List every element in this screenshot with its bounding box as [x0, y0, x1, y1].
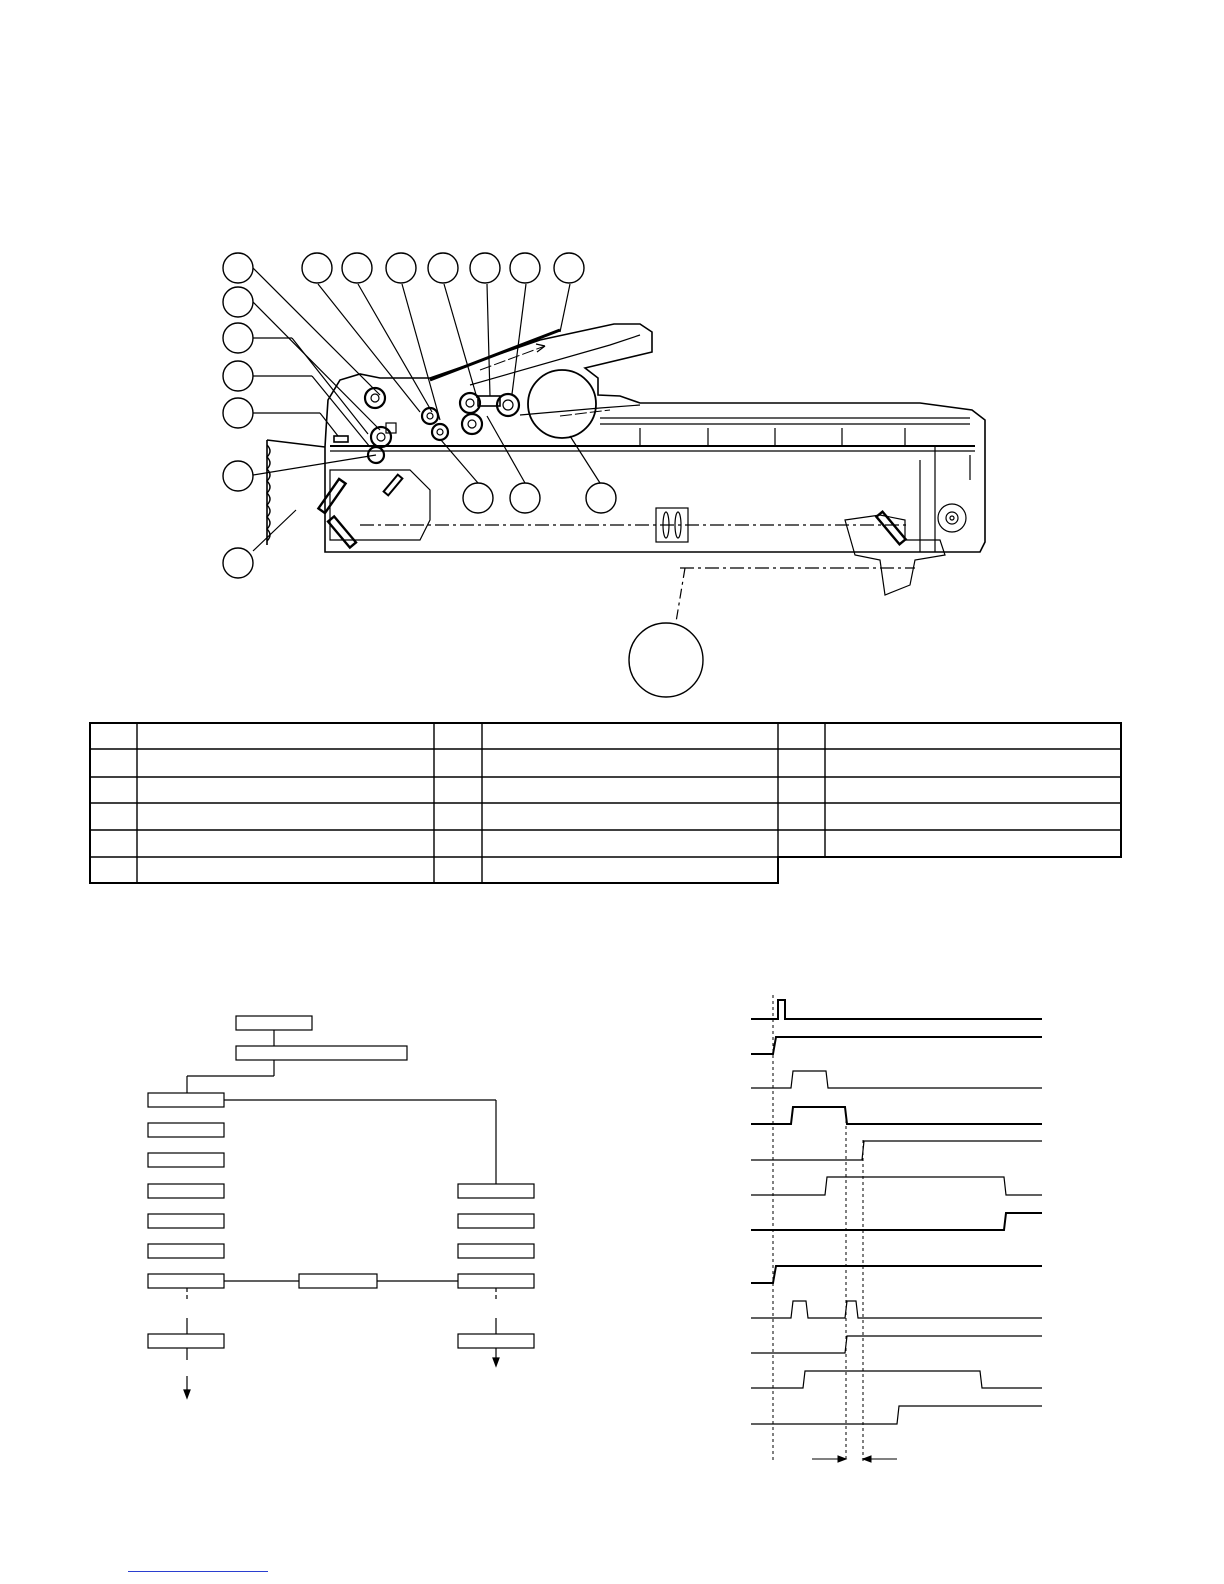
- signal-8: [751, 1266, 1042, 1283]
- callout-left-2: [223, 323, 253, 353]
- signal-5: [751, 1141, 1042, 1160]
- flow-box-start: [236, 1016, 312, 1030]
- signal-2: [751, 1037, 1042, 1054]
- signal-11: [751, 1371, 1042, 1388]
- signal-7: [751, 1213, 1042, 1230]
- signal-3: [751, 1071, 1042, 1088]
- flow-box-right-4: [458, 1274, 534, 1288]
- flow-box-left-3: [148, 1153, 224, 1167]
- flow-box-right-3: [458, 1244, 534, 1258]
- callout-top-7: [510, 253, 540, 283]
- callout-bottom-2: [510, 483, 540, 513]
- signal-10: [751, 1336, 1042, 1353]
- flow-box-left-8: [148, 1334, 224, 1348]
- signal-1: [751, 1000, 1042, 1019]
- flow-box-left-4: [148, 1184, 224, 1198]
- callout-left-4: [223, 398, 253, 428]
- callout-left-3: [223, 361, 253, 391]
- operation-flowchart: [148, 1016, 534, 1398]
- signal-6: [751, 1177, 1042, 1195]
- callout-top-6: [470, 253, 500, 283]
- signal-12: [751, 1406, 1042, 1424]
- signal-9: [751, 1301, 1042, 1318]
- feeder-mechanism-diagram: [253, 268, 985, 622]
- callout-left-5: [223, 461, 253, 491]
- parts-table: [90, 723, 1121, 883]
- callout-top-2: [302, 253, 332, 283]
- flow-box-condition: [236, 1046, 407, 1060]
- flow-box-left-5: [148, 1214, 224, 1228]
- flow-box-right-2: [458, 1214, 534, 1228]
- callout-top-8: [554, 253, 584, 283]
- callout-top-4: [386, 253, 416, 283]
- callout-bubbles: [223, 253, 703, 697]
- flow-box-left-1: [148, 1093, 224, 1107]
- flow-box-left-2: [148, 1123, 224, 1137]
- signal-4: [751, 1107, 1042, 1124]
- callout-bottom-3: [586, 483, 616, 513]
- footer-link-underline[interactable]: [128, 1571, 268, 1572]
- callout-bottom-1: [463, 483, 493, 513]
- callout-top-3: [342, 253, 372, 283]
- callout-top-1: [223, 253, 253, 283]
- flow-box-right-1: [458, 1184, 534, 1198]
- flow-box-left-6: [148, 1244, 224, 1258]
- callout-left-1: [223, 287, 253, 317]
- flow-box-left-7: [148, 1274, 224, 1288]
- flow-box-middle: [299, 1274, 377, 1288]
- flow-box-right-5: [458, 1334, 534, 1348]
- callout-top-5: [428, 253, 458, 283]
- timing-chart: [751, 995, 1042, 1462]
- callout-lens: [629, 623, 703, 697]
- callout-left-6: [223, 548, 253, 578]
